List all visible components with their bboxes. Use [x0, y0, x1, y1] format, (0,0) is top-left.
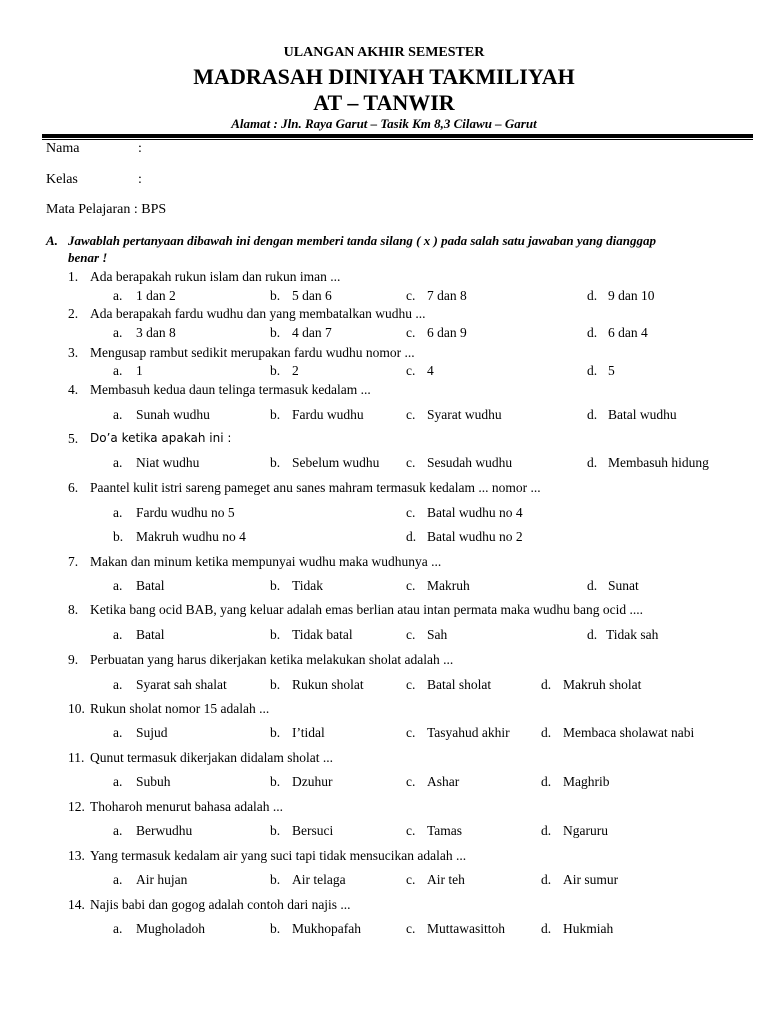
option-letter: d.: [541, 921, 552, 936]
option-text: 5: [608, 363, 615, 378]
option-text: Batal wudhu no 4: [427, 505, 523, 520]
option-text: 4: [427, 363, 434, 378]
option-text: Batal: [136, 578, 165, 593]
option-text: Batal: [136, 627, 165, 642]
option-text: Syarat wudhu: [427, 407, 502, 422]
option-text: Air sumur: [563, 872, 619, 887]
question-number: 6.: [68, 480, 79, 495]
question-number: 8.: [68, 602, 79, 617]
school-name: AT – TANWIR: [313, 90, 455, 115]
option-letter: a.: [113, 578, 123, 593]
mata-pelajaran: Mata Pelajaran : BPS: [46, 202, 167, 217]
option-text: Tidak sah: [606, 627, 659, 642]
option-letter: a.: [113, 627, 123, 642]
option-text: Niat wudhu: [136, 455, 200, 470]
option-text: 5 dan 6: [292, 288, 332, 303]
option-text: 7 dan 8: [427, 288, 467, 303]
option-text: Batal wudhu no 2: [427, 529, 523, 544]
option-letter: d.: [541, 823, 552, 838]
option-letter: b.: [270, 455, 281, 470]
option-text: Sah: [427, 627, 448, 642]
option-text: Air teh: [427, 872, 465, 887]
option-letter: b.: [270, 578, 281, 593]
option-letter: d.: [587, 363, 598, 378]
option-letter: d.: [541, 677, 552, 692]
option-letter: b.: [270, 823, 281, 838]
option-text: Tidak: [292, 578, 324, 593]
option-text: Makruh sholat: [563, 677, 642, 692]
option-text: I’tidal: [292, 725, 325, 740]
header-rule-thick: [42, 134, 753, 138]
question-text: Perbuatan yang harus dikerjakan ketika melakukan sholat adalah ...: [90, 652, 454, 667]
option-letter: a.: [113, 872, 123, 887]
nama-colon: :: [138, 141, 142, 156]
option-text: Makruh: [427, 578, 470, 593]
kelas-colon: :: [138, 172, 142, 187]
nama-label: Nama: [46, 141, 80, 156]
option-letter: c.: [406, 627, 416, 642]
option-letter: b.: [270, 407, 281, 422]
option-letter: d.: [587, 455, 598, 470]
option-letter: a.: [113, 407, 123, 422]
option-letter: d.: [406, 529, 417, 544]
option-text: 3 dan 8: [136, 325, 176, 340]
option-text: 6 dan 4: [608, 325, 648, 340]
option-text: Sesudah wudhu: [427, 455, 513, 470]
option-text: Sebelum wudhu: [292, 455, 380, 470]
question-number: 11.: [68, 750, 85, 765]
option-letter: c.: [406, 288, 416, 303]
option-letter: b.: [270, 921, 281, 936]
question-number: 7.: [68, 554, 79, 569]
option-letter: d.: [587, 407, 598, 422]
option-letter: b.: [113, 529, 124, 544]
option-text: Hukmiah: [563, 921, 614, 936]
question-number: 2.: [68, 306, 79, 321]
question-text: Yang termasuk kedalam air yang suci tapi tidak mensucikan adalah ...: [90, 848, 467, 863]
option-text: Rukun sholat: [292, 677, 364, 692]
option-text: Air telaga: [292, 872, 346, 887]
option-text: Ngaruru: [563, 823, 608, 838]
question-text: Thoharoh menurut bahasa adalah ...: [90, 799, 284, 814]
option-text: Membaca sholawat nabi: [563, 725, 695, 740]
option-letter: c.: [406, 774, 416, 789]
question-number: 1.: [68, 269, 79, 284]
question-text: Makan dan minum ketika mempunyai wudhu maka wudhunya ...: [90, 554, 442, 569]
question-text: Mengusap rambut sedikit merupakan fardu wudhu nomor ...: [90, 345, 415, 360]
option-text: Syarat sah shalat: [136, 677, 227, 692]
question-text: Ada berapakah fardu wudhu dan yang membatalkan wudhu ...: [90, 306, 426, 321]
section-instruction-cont: benar !: [68, 250, 108, 265]
option-text: Berwudhu: [136, 823, 193, 838]
option-text: 4 dan 7: [292, 325, 332, 340]
option-letter: c.: [406, 363, 416, 378]
question-text: Qunut termasuk dikerjakan didalam sholat ...: [90, 750, 333, 765]
option-letter: c.: [406, 921, 416, 936]
question-number: 14.: [68, 897, 85, 912]
option-text: Mugholadoh: [136, 921, 205, 936]
option-letter: b.: [270, 363, 281, 378]
question-number: 5.: [68, 431, 79, 446]
option-letter: c.: [406, 677, 416, 692]
option-letter: a.: [113, 774, 123, 789]
option-text: Batal sholat: [427, 677, 492, 692]
option-text: Tamas: [427, 823, 463, 838]
option-letter: c.: [406, 325, 416, 340]
option-letter: a.: [113, 363, 123, 378]
option-text: Bersuci: [292, 823, 334, 838]
option-text: Fardu wudhu no 5: [136, 505, 235, 520]
option-letter: b.: [270, 627, 281, 642]
option-letter: d.: [541, 725, 552, 740]
option-text: Fardu wudhu: [292, 407, 364, 422]
question-text: Ada berapakah rukun islam dan rukun iman ...: [90, 269, 341, 284]
option-letter: d.: [587, 288, 598, 303]
option-letter: c.: [406, 823, 416, 838]
option-letter: a.: [113, 325, 123, 340]
option-text: Membasuh hidung: [608, 455, 709, 470]
option-text: Sunah wudhu: [136, 407, 210, 422]
option-letter: b.: [270, 288, 281, 303]
option-letter: a.: [113, 921, 123, 936]
option-text: Air hujan: [136, 872, 188, 887]
question-text: Najis babi dan gogog adalah contoh dari najis ...: [90, 897, 351, 912]
option-letter: b.: [270, 325, 281, 340]
question-number: 3.: [68, 345, 79, 360]
option-letter: a.: [113, 288, 123, 303]
option-text: Tidak batal: [292, 627, 353, 642]
option-letter: d.: [587, 578, 598, 593]
option-text: 1: [136, 363, 143, 378]
option-letter: a.: [113, 505, 123, 520]
option-text: Muttawasittoh: [427, 921, 505, 936]
option-letter: c.: [406, 505, 416, 520]
option-text: Mukhopafah: [292, 921, 361, 936]
option-text: Batal wudhu: [608, 407, 677, 422]
option-letter: d.: [541, 774, 552, 789]
option-text: Sujud: [136, 725, 168, 740]
option-text: 2: [292, 363, 299, 378]
option-text: Makruh wudhu no 4: [136, 529, 246, 544]
question-number: 13.: [68, 848, 85, 863]
question-number: 9.: [68, 652, 79, 667]
option-text: Sunat: [608, 578, 639, 593]
option-letter: a.: [113, 725, 123, 740]
question-text: Ketika bang ocid BAB, yang keluar adalah emas berlian atau intan permata maka wudhu bang ocid ....: [90, 602, 643, 617]
section-instruction: Jawablah pertanyaan dibawah ini dengan memberi tanda silang ( x ) pada salah satu jawaban yang dianggap: [68, 233, 656, 248]
option-letter: c.: [406, 872, 416, 887]
question-number: 12.: [68, 799, 85, 814]
option-letter: c.: [406, 455, 416, 470]
option-text: 1 dan 2: [136, 288, 176, 303]
option-letter: d.: [587, 627, 598, 642]
option-text: Subuh: [136, 774, 171, 789]
question-text: Paantel kulit istri sareng pameget anu sanes mahram termasuk kedalam ... nomor ...: [90, 480, 541, 495]
option-letter: a.: [113, 823, 123, 838]
option-text: 9 dan 10: [608, 288, 655, 303]
option-letter: c.: [406, 578, 416, 593]
option-letter: c.: [406, 725, 416, 740]
option-text: Tasyahud akhir: [427, 725, 510, 740]
option-letter: b.: [270, 774, 281, 789]
option-letter: a.: [113, 455, 123, 470]
option-text: Ashar: [427, 774, 460, 789]
option-letter: b.: [270, 677, 281, 692]
exam-title: ULANGAN AKHIR SEMESTER: [283, 45, 485, 60]
question-text: Rukun sholat nomor 15 adalah ...: [90, 701, 270, 716]
option-letter: a.: [113, 677, 123, 692]
school-address: Alamat : Jln. Raya Garut – Tasik Km 8,3 Cilawu – Garut: [231, 116, 537, 131]
kelas-label: Kelas: [46, 172, 78, 187]
option-text: Dzuhur: [292, 774, 333, 789]
option-letter: c.: [406, 407, 416, 422]
option-text: 6 dan 9: [427, 325, 467, 340]
option-letter: d.: [587, 325, 598, 340]
option-text: Maghrib: [563, 774, 610, 789]
section-marker: A.: [46, 233, 58, 248]
header-rule-thin: [42, 139, 753, 140]
question-text: Do’a ketika apakah ini :: [90, 431, 232, 445]
question-text: Membasuh kedua daun telinga termasuk kedalam ...: [90, 382, 371, 397]
option-letter: b.: [270, 872, 281, 887]
school-title: MADRASAH DINIYAH TAKMILIYAH: [193, 64, 575, 89]
option-letter: d.: [541, 872, 552, 887]
question-number: 10.: [68, 701, 85, 716]
question-number: 4.: [68, 382, 79, 397]
option-letter: b.: [270, 725, 281, 740]
